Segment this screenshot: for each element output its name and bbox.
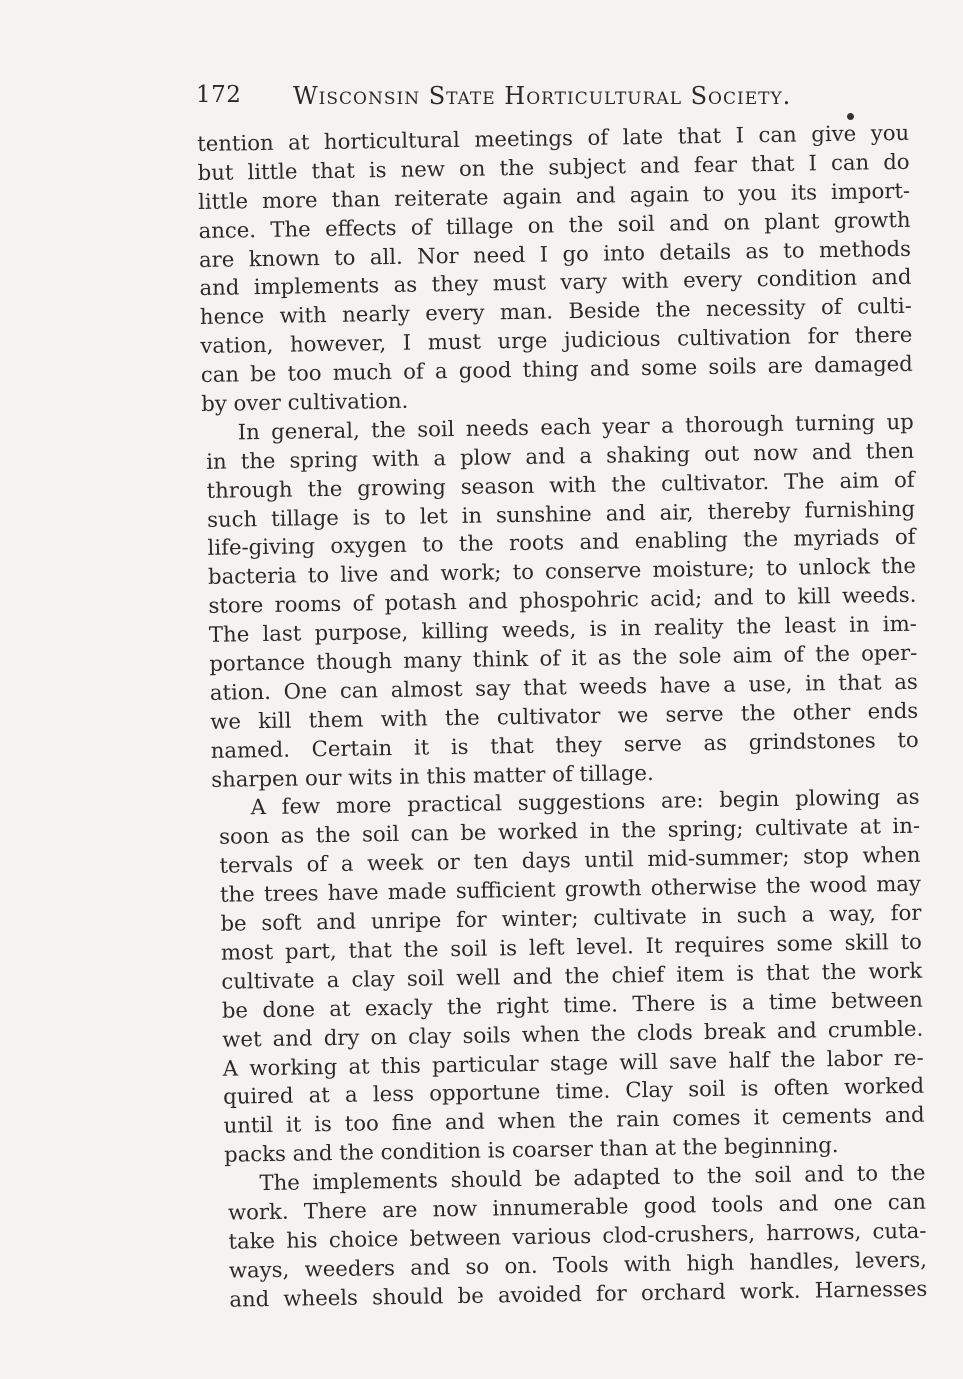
text-line: A working at this particular stage will save half the labor re- [222, 1044, 924, 1081]
text-line: bacteria to live and work; to conserve moisture; to unlock the [207, 553, 917, 590]
text-line: and implements as they must vary with every condition and [199, 264, 912, 301]
text-line: store rooms of potash and phospohric acid; and to kill weeds. [208, 582, 917, 619]
text-line: In general, the soil needs each year a thorough turning up [237, 408, 914, 445]
text-line: ance. The effects of tillage on the soil and on plant growth [198, 206, 911, 243]
text-line: The implements should be adapted to the soil and to the [259, 1159, 926, 1196]
text-line: sharpen our wits in this matter of tillage. [210, 759, 654, 792]
text-line: be done at exacly the right time. There is a time between [221, 986, 923, 1023]
paragraph-1 [197, 119, 913, 419]
text-line: through the growing season with the cultivator. The aim of [206, 466, 915, 503]
text-line: vation, however, I must urge judicious cultivation for there [200, 322, 913, 359]
text-line: be soft and unripe for winter; cultivate in such a way, for [220, 899, 922, 936]
body-text [197, 119, 928, 1315]
text-line: and wheels should be avoided for orchard work. Harnesses [229, 1275, 928, 1312]
text-line: little more than reiterate again and again to you its import- [197, 177, 911, 214]
text-line: packs and the condition is coarser than at the beginning. [223, 1132, 839, 1167]
text-line: but little that is new on the subject and fear that I can do [197, 148, 910, 185]
text-line: can be too much of a good thing and some soils are damaged [200, 350, 913, 388]
text-line: are known to all. Nor need I go into details as to methods [198, 235, 912, 272]
text-line: hence with nearly every man. Beside the necessity of culti- [199, 293, 913, 330]
text-line: until it is too fine and when the rain comes it cements and [223, 1101, 925, 1138]
text-line: tention at horticultural meetings of late that I can give you [197, 119, 910, 156]
text-line: we kill them with the cultivator we serve the other ends [210, 697, 919, 734]
text-line: work. There are now innumerable good tools and one can [227, 1188, 927, 1225]
text-line: the trees have made sufficient growth otherwise the wood may [219, 870, 922, 907]
text-line: portance though many think of it as the sole aim of the oper- [209, 639, 918, 676]
running-header [196, 82, 896, 118]
text-line: ation. One can almost say that weeds have a use, in that as [209, 668, 918, 705]
text-line: by over cultivation. [201, 387, 409, 416]
paragraph-4 [227, 1159, 927, 1314]
text-line: such tillage is to let in sunshine and air, thereby furnishing [206, 495, 916, 532]
text-line: soon as the soil can be worked in the spring; cultivate at in- [218, 813, 921, 850]
text-line: tervals of a week or ten days until mid-summer; stop when [219, 841, 921, 879]
text-line: quired at a less opportune time. Clay soil is often worked [222, 1073, 925, 1110]
page-number: 172 [196, 82, 242, 108]
paragraph-2 [206, 408, 920, 795]
running-title: Wisconsin State Horticultural Society. [293, 82, 792, 110]
text-line: wet and dry on clay soils when the clods break and crumble. [222, 1015, 924, 1052]
text-line: named. Certain it is that they serve as grindstones to [210, 726, 919, 763]
text-line: cultivate a clay soil well and the chief item is that the work [221, 957, 923, 994]
text-line: life-giving oxygen to the roots and enabling the myriads of [207, 524, 916, 561]
text-line: take his choice between various clod-crushers, harrows, cuta- [228, 1217, 927, 1254]
text-line: ways, weeders and so on. Tools with high handles, levers, [228, 1246, 928, 1283]
text-line: The last purpose, killing weeds, is in reality the least in im- [208, 610, 918, 648]
text-line: A few more practical suggestions are: begin plowing as [250, 784, 920, 820]
paragraph-3 [218, 783, 925, 1170]
text-line: in the spring with a plow and a shaking out now and then [206, 437, 915, 474]
text-line: most part, that the soil is left level. It requires some skill to [220, 928, 923, 965]
